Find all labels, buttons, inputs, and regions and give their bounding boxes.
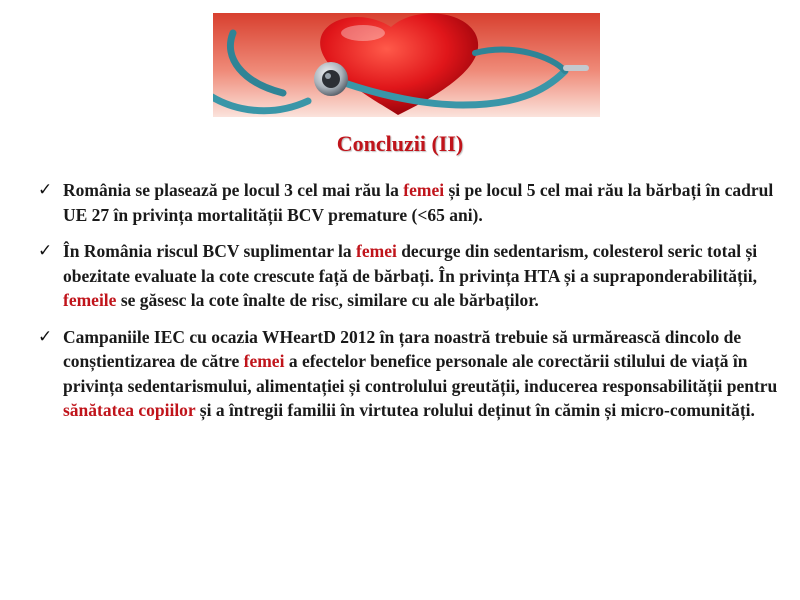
bullet-item [38, 178, 778, 227]
highlighted-text: femei [403, 180, 445, 200]
bullet-text: România se plasează pe locul 3 cel mai rău la [63, 180, 404, 200]
highlighted-text: sănătatea copiilor [63, 400, 196, 420]
check-icon: ✓ [38, 241, 53, 260]
bullet-text: decurge din sedentarism, colesterol seric total și obezitate evaluate la cote crescute față de bărbați. În privința HTA și a supraponderabilității, [63, 241, 758, 286]
check-icon: ✓ [38, 326, 53, 346]
highlighted-text: femei [356, 241, 397, 261]
bullet-text: și a întregii familii în virtutea rolului deținut în cămin și micro-comunități. [195, 400, 755, 420]
bullet-text: și pe locul 5 cel mai rău la bărbați în cadrul UE 27 în privința mortalității BCV premature (<65 ani). [63, 180, 774, 225]
highlighted-text: femei [243, 351, 285, 371]
bullet-text: se găsesc la cote înalte de risc, similare cu ale bărbaților. [116, 290, 539, 310]
bullet-item [38, 239, 778, 313]
check-icon: ✓ [38, 180, 53, 199]
bullet-item [38, 325, 778, 423]
bullet-text: În România riscul BCV suplimentar la [63, 241, 357, 261]
bullet-list [38, 178, 778, 435]
highlighted-text: femeile [63, 290, 117, 310]
slide-title: Concluzii (II) [336, 131, 464, 156]
heart-stethoscope-banner [213, 13, 600, 117]
bullet-text: a efectelor benefice personale ale corectării stilului de viață în privința sedentarismului, alimentației și controlului greutății, inducerea responsabilității pentru [63, 351, 778, 396]
bullet-text: Campaniile IEC cu ocazia WHeartD 2012 în țara noastră trebuie să urmărească dincolo de conștientizarea de către [63, 326, 742, 371]
